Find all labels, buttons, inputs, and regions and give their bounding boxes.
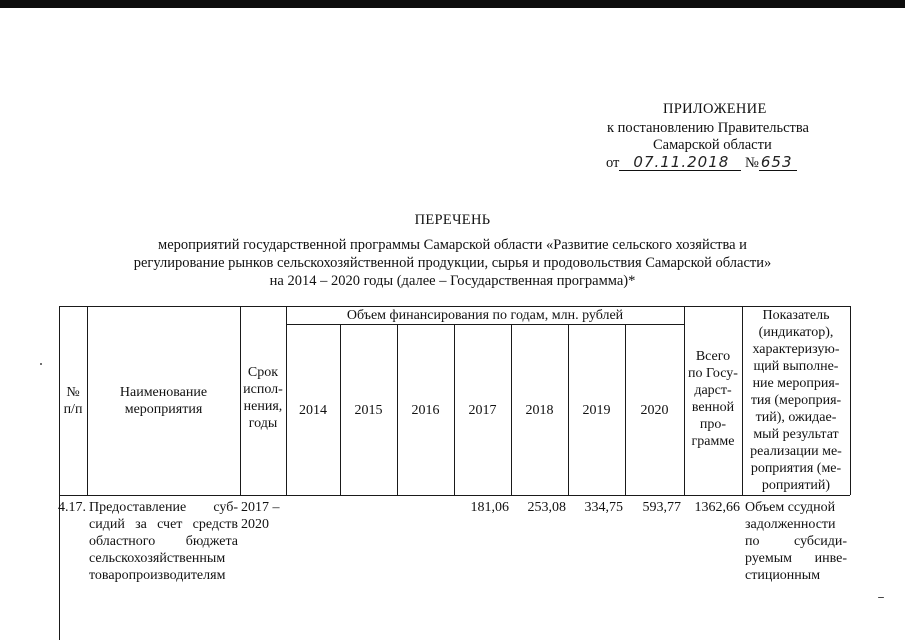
header-line: испол- [243, 382, 283, 397]
value-2020: 593,77 [642, 500, 681, 515]
row-name-line: товаропроизводителям [89, 568, 226, 583]
scan-top-border [0, 0, 905, 8]
header-line: Срок [247, 365, 279, 380]
row-name [89, 499, 238, 584]
header-line: роприятия (ме- [750, 461, 842, 476]
row-term-line: 2017 – [241, 500, 280, 515]
row-indicator-line: руемым инве- [745, 551, 847, 566]
number-prefix: № [745, 155, 759, 171]
value-total: 1362,66 [694, 500, 740, 515]
header-line: мероприятия [124, 402, 203, 417]
header-number [59, 384, 87, 418]
row-term [241, 499, 286, 533]
header-line: Всего [695, 349, 731, 364]
header-line: п/п [63, 402, 83, 417]
appendix-region-line: Самарской области [653, 137, 772, 153]
header-line: Показатель [762, 308, 830, 323]
header-line: № [66, 385, 80, 400]
scan-speck [878, 597, 884, 598]
header-line: нения, [243, 399, 283, 414]
header-line: по Госу- [688, 366, 738, 381]
row-name-line: сидий за счет средств [89, 517, 238, 532]
handwritten-date: 07.11.2018 [619, 154, 741, 171]
header-line: щий выполне- [753, 359, 839, 374]
table-border-right [850, 306, 851, 495]
value-2018: 253,08 [527, 500, 566, 515]
header-line: венной [691, 400, 735, 415]
header-line: (индикатор), [758, 325, 834, 340]
handwritten-number: 653 [759, 154, 797, 171]
document-subtitle-line-1: мероприятий государственной программы Самарской области «Развитие сельского хозяйства и [158, 237, 747, 253]
header-line: характеризую- [752, 342, 840, 357]
row-name-line: областного бюджета [89, 534, 238, 549]
appendix-date-line [606, 154, 797, 172]
row-indicator-line: задолженности [745, 517, 836, 532]
header-line: годы [248, 416, 278, 431]
scan-speck [40, 363, 42, 365]
table-header-bottom [59, 495, 850, 496]
header-funding-group: Объем финансирования по годам, млн. рублей [346, 308, 624, 323]
header-line: реализации ме- [750, 444, 842, 459]
row-indicator [745, 499, 847, 584]
row-indicator-line: Объем ссудной [745, 500, 836, 515]
row-name-line: сельскохозяйственным [89, 551, 226, 566]
header-year-2015: 2015 [354, 403, 383, 418]
header-year-2014: 2014 [299, 403, 327, 418]
date-prefix: от [606, 155, 620, 171]
header-indicator [742, 307, 850, 494]
document-subtitle-line-3: на 2014 – 2020 годы (далее – Государственная программа)* [269, 273, 636, 289]
header-line: дарст- [694, 383, 732, 398]
table-border-left [59, 306, 60, 640]
row-name-line: Предоставление суб- [89, 500, 238, 515]
value-2019: 334,75 [584, 500, 623, 515]
header-name [87, 384, 240, 418]
row-indicator-line: стиционным [745, 568, 821, 583]
header-line: мый результат [753, 427, 839, 442]
header-line: про- [699, 417, 727, 432]
header-line: роприятий) [761, 478, 831, 493]
header-year-2017: 2017 [468, 403, 497, 418]
row-term-line: 2020 [241, 517, 269, 532]
header-year-2018: 2018 [525, 403, 554, 418]
appendix-decree-line: к постановлению Правительства [607, 120, 809, 136]
header-term [240, 364, 286, 432]
document-title: ПЕРЕЧЕНЬ [414, 212, 491, 228]
header-line: грамме [691, 434, 735, 449]
header-year-2020: 2020 [640, 403, 669, 418]
row-indicator-line: по субсиди- [745, 534, 847, 549]
header-line: тия (мероприя- [750, 393, 842, 408]
header-year-2016: 2016 [411, 403, 440, 418]
header-line: тий), ожидае- [755, 410, 837, 425]
appendix-title: ПРИЛОЖЕНИЕ [663, 101, 767, 117]
col-divider [286, 306, 287, 495]
header-year-2019: 2019 [582, 403, 611, 418]
row-number: 4.17. [58, 500, 86, 515]
document-subtitle-line-2: регулирование рынков сельскохозяйственной продукции, сырья и продовольствия Самарской области» [133, 255, 772, 271]
header-total [684, 348, 742, 450]
value-2017: 181,06 [470, 500, 509, 515]
header-line: ние мероприя- [752, 376, 840, 391]
header-line: Наименование [119, 385, 208, 400]
